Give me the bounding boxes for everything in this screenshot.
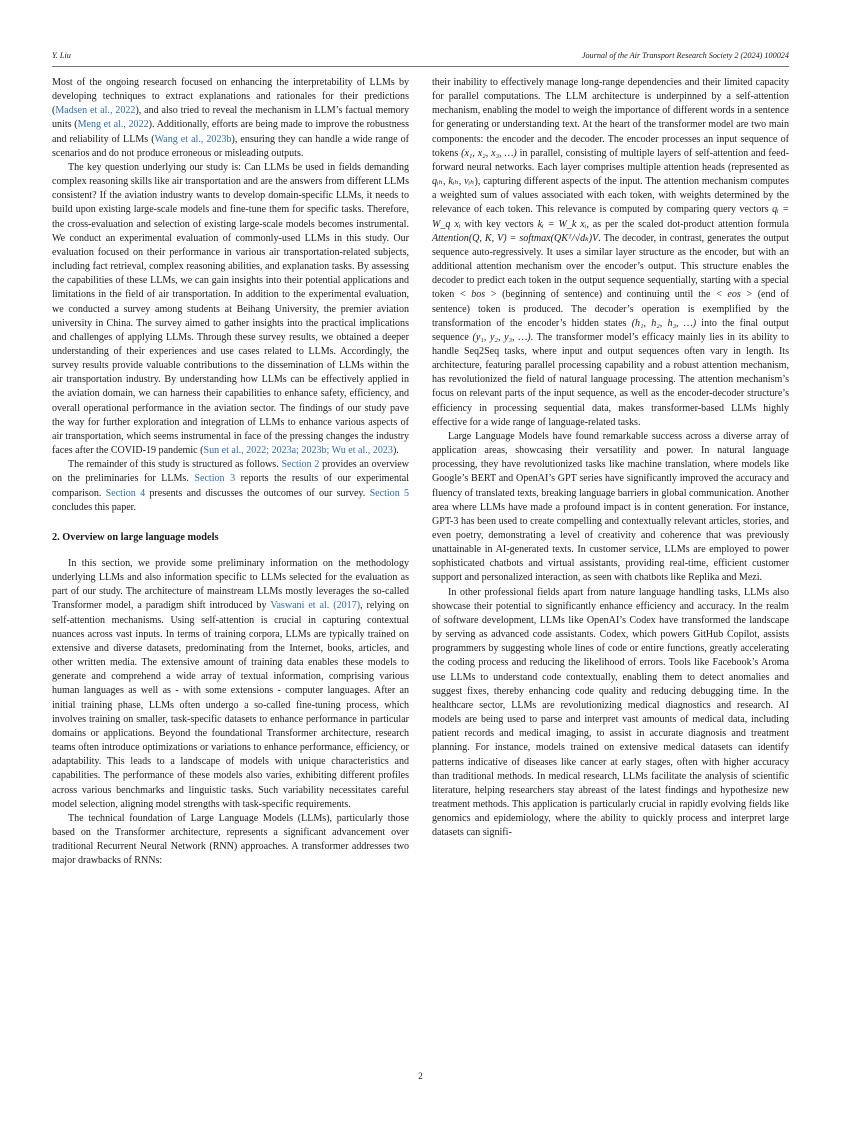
left-column xyxy=(52,76,409,868)
paragraph xyxy=(52,458,409,515)
text-run: provides an overview on the preliminaries for LLMs. xyxy=(52,459,410,485)
paragraph: In other professional fields apart from nature language handling tasks, LLMs also showcase their potential to significantly enhance efficiency and accuracy. In the realm of software development, LLMs like OpenAI’s Codex have transformed the landscape by serving as advanced code assistants. Codex, which powers GitHub Copilot, assists programmers by suggesting whole lines of code or entire functions, greatly accelerating the coding process and reducing the likelihood of errors. Tools like Facebook’s Aroma use LLMs to understand code contextually, enabling them to detect anomalies and suggest fixes, thereby enhancing code quality and reducing debugging time. In the healthcare sector, LLMs are revolutionizing medical diagnostics and research. AI models are being used to parse and interpret vast amounts of medical data, including patient records and medical imaging, to assist in accurate diagnosis and treatment planning. For instance, models trained on extensive medical datasets can identify patterns indicative of diseases like cancer at early stages, often with higher accuracy than traditional methods. In medical research, LLMs facilitate the analysis of scientific literature, helping researchers stay abreast of the latest findings and hypothesize new treatment methods. This application is particularly crucial in rapidly evolving fields like genomics and epidemiology, where the ability to quickly process and interpret large datasets can signifi- xyxy=(432,586,789,839)
citation-link[interactable]: Sun et al., 2022; 2023a; 2023b; Wu et al., 2023 xyxy=(203,445,393,457)
text-run: their inability to effectively manage long-range dependencies and their limited capacity for parallel computations. The LLM architecture is underpinned by a self-attention mechanism, enabling the model to weigh the importance of different words in a sentence for generating or understanding text. At the heart of the transformer model are two main components: the encoder and the decoder. The encoder processes an input sequence of tokens xyxy=(432,77,789,159)
section-link[interactable]: Section 2 xyxy=(281,459,320,471)
text-run: ). Additionally, efforts are being made to improve the robustness and reliability of LLMs ( xyxy=(52,119,409,145)
section-link[interactable]: Section 5 xyxy=(369,487,410,499)
text-run: ), ensuring they can handle a wide range of scenarios and do not produce erroneous or misleading outputs. xyxy=(52,133,409,159)
paragraph: Large Language Models have found remarkable success across a diverse array of application areas, showcasing their versatility and power. In natural language processing, they have revolutionized tasks like machine translation, where models like Google’s BERT and OpenAI’s GPT series have significantly improved the accuracy and fluency of translated texts, breaking language barriers in global communication. Another area where LLMs have made a profound impact is in content generation. For instance, GPT-3 has been used to create compelling and contextually relevant articles, stories, and even poetry, demonstrating a level of creativity and coherence that was previously unattainable in AI-generated texts. In customer service, LLMs are employed to power sophisticated chatbots and virtual assistants, providing real-time, efficient customer support and personalized interaction, as seen with chatbots like Replika and Mezi. xyxy=(432,430,789,584)
math-inline: qᵢₕ, kᵢₕ, vᵢₕ xyxy=(432,176,475,188)
math-inline: < bos > xyxy=(459,289,498,301)
section-heading: 2. Overview on large language models xyxy=(52,531,219,543)
math-inline: qᵢ = W_q xᵢ xyxy=(432,204,790,230)
text-run: , relying on self-attention mechanisms. Using self-attention is crucial in capturing contextual nuances across vast inputs. In terms of training corpora, LLMs are typically trained on extensive and diverse datasets, predominating from the Internet, books, articles, and other written media. The extensive amount of training data enables these models to generate and comprehend a wide array of textual information, comprising various human languages as well as - with some extensions - computer languages. After an initial training phase, LLMs often undergo a so-called fine-tuning process, which involves training on smaller, task-specific datasets to enhance performance in particular domains or applications. Beyond the foundational Transformer architecture, research teams often introduce optimizations or variations to enhance performance, efficiency, or adaptability. This leads to a landscape of models with unique characteristics and capabilities. The performance of these models also varies, exhibiting different profiles across various benchmarks and linguistic tasks. Such variability necessitates careful model selection, aligning model strengths with task-specific requirements. xyxy=(52,600,410,810)
text-run: The remainder of this study is structured as follows. xyxy=(68,459,282,471)
math-inline: < eos > xyxy=(715,289,753,301)
text-run: Most of the ongoing research focused on enhancing the interpretability of LLMs by developing techniques to extract explanations and rationales for their predictions ( xyxy=(52,77,409,117)
text-run: ). xyxy=(392,445,399,457)
text-run: The key question underlying our study is: Can LLMs be used in fields demanding complex reasoning skills like air transportation and are the answers from different LLMs consistent? If the aviation industry wants to develop domain-specific LLMs, it needs to build upon existing large-scale models and fine-tune them for specific tasks. Therefore, the cross-evaluation and selection of existing large-scale models becomes instrumental. We conduct an experimental evaluation of commonly-used LLMs in this study. Our evaluation focused on their performance in various air transportation-related subjects, including fact retrieval, complex reasoning abilities, and explanation tasks. By assessing the capabilities of these LLMs, we can gain insights into their potential applications and limitations in the field of air transportation. In addition to the experimental evaluation, we conducted a survey among students at Beihang University, the premier aviation university in China. The survey aimed to gather insights into the practical implications and challenges of applying LLMs. Through these survey results, we obtained a deeper understanding of their experiences and use cases related to LLMs. Accordingly, the survey results provide valuable contributions to the dissemination of LLMs within the air transportation industry. By understanding how LLMs can be effectively applied in the aviation domain, we can harness their capabilities to enhance safety, efficiency, and overall operational performance in the aviation sector. The findings of our study pave the way for further exploration and integration of LLMs to enhance various aspects of air transportation, which seems instrumental in face of the pressing changes the industry faces after the COVID-19 pandemic ( xyxy=(52,161,409,457)
paragraph xyxy=(52,76,409,161)
right-column xyxy=(432,76,789,840)
citation-link[interactable]: Wang et al., 2023b xyxy=(154,133,232,145)
math-inline: (h₁, h₂, h₃, …) xyxy=(631,317,697,329)
text-run: reports the results of our experimental comparison. xyxy=(52,473,410,499)
text-run: ), and also tried to reveal the mechanism in LLM’s factual memory units ( xyxy=(52,105,409,131)
math-inline: Attention(Q, K, V) = softmax(QKᵀ/√dₖ)V xyxy=(432,232,599,244)
citation-link[interactable]: Meng et al., 2022 xyxy=(77,119,149,131)
paragraph: The technical foundation of Large Language Models (LLMs), particularly those based on the Transformer architecture, represents a significant advancement over traditional Recurrent Neural Network (RNN) approaches. A transformer addresses two major drawbacks of RNNs: xyxy=(52,812,409,867)
text-run: In this section, we provide some preliminary information on the methodology underlying LLMs and also information specific to LLMs selected for the evaluation as part of our study. The architecture of mainstream LLMs mostly leverages the so-called Transformer model, a paradigm shift introduced by xyxy=(52,558,409,612)
text-run: (end of sentence) token is produced. The decoder’s operation is exemplified by the transformation of the encoder’s hidden states xyxy=(432,289,789,329)
paragraph xyxy=(52,161,409,458)
math-inline: (y₁, y₂, y₃, …) xyxy=(472,331,531,343)
page-number: 2 xyxy=(418,1071,423,1081)
text-run: in parallel, consisting of multiple layers of self-attention and feed-forward neural networks. Each layer comprises multiple attention heads (represented as xyxy=(432,147,790,173)
paragraph xyxy=(432,76,789,430)
section-link[interactable]: Section 4 xyxy=(105,487,146,499)
text-run: . The decoder, in contrast, generates the output sequence auto-regressively. It uses a similar layer structure as the encoder, but with an additional attention mechanism over the encoder’s output. This structure enables the decoder to predict each token in the output sequence sequentially, starting with a special token xyxy=(432,232,789,301)
header-author: Y. Liu xyxy=(52,51,71,60)
text-run: presents and discusses the outcomes of our survey. xyxy=(145,487,370,499)
math-inline: kᵢ = W_k xᵢ xyxy=(537,218,587,230)
citation-link[interactable]: Madsen et al., 2022 xyxy=(55,105,136,117)
citation-link[interactable]: Vaswani et al. (2017) xyxy=(270,600,361,612)
text-run: ), capturing different aspects of the input. The attention mechanism computes a weighted sum of values associated with each token, with weights determined by the relevance of each token. This relevance is computed by comparing query vectors xyxy=(432,176,789,216)
header-rule xyxy=(52,66,789,67)
text-run: , as per the scaled dot-product attention formula xyxy=(586,218,790,230)
math-inline: (x₁, x₂, x₃, …) xyxy=(461,147,517,159)
running-header xyxy=(52,51,789,65)
paragraph xyxy=(52,557,409,812)
section-link[interactable]: Section 3 xyxy=(194,473,236,485)
text-run: concludes this paper. xyxy=(52,501,136,513)
header-journal: Journal of the Air Transport Research Society 2 (2024) 100024 xyxy=(581,51,789,60)
text-run: (beginning of sentence) and continuing until the xyxy=(497,289,716,301)
text-run: . The transformer model’s efficacy mainly lies in its ability to handle Seq2Seq tasks, where input and output sequences often vary in length. Its architecture, featuring parallel processing capability and a robust attention mechanism, has revolutionized the field of natural language processing. The attention mechanism’s focus on relevant parts of the input sequence, as well as the encoder-decoder structure’s efficiency in processing sequential data, makes transformer-based LLMs highly effective for a wide range of language-related tasks. xyxy=(432,331,789,428)
text-run: with key vectors xyxy=(460,218,538,230)
text-run: into the final output sequence xyxy=(432,317,789,343)
